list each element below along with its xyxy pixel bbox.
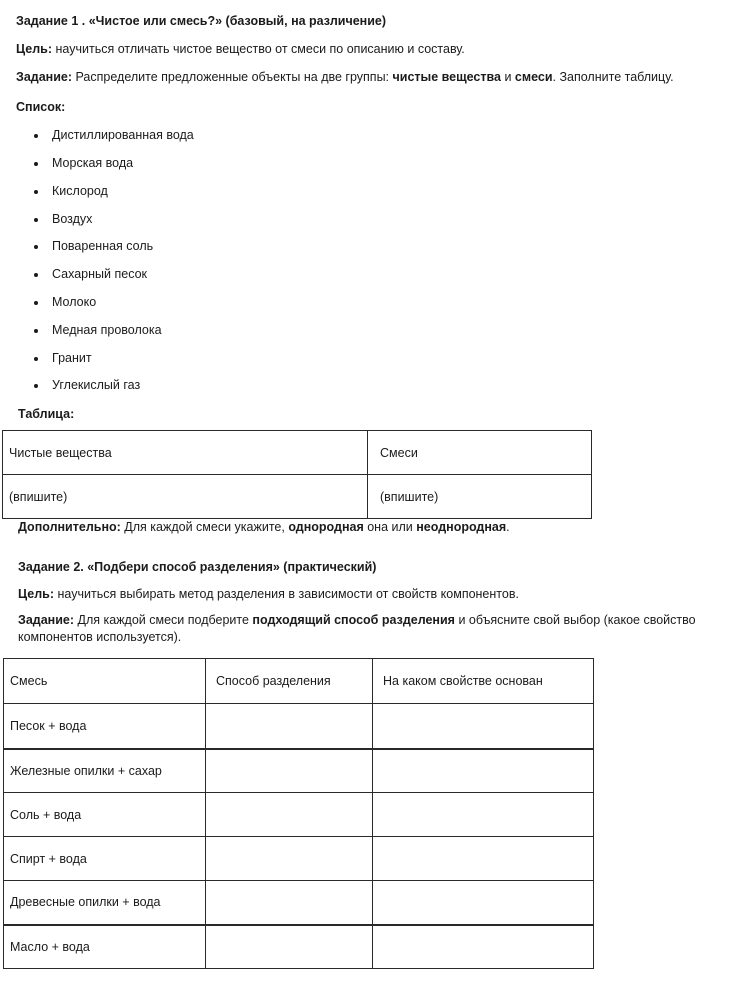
list-item-text: Сахарный песок bbox=[52, 267, 148, 281]
task1-instruction bbox=[16, 70, 674, 84]
list-item-text: Поваренная соль bbox=[52, 239, 154, 253]
table-cell-mixture: Соль + вода bbox=[4, 793, 206, 837]
task1-instruction-bold-pure: чистые вещества bbox=[392, 70, 501, 84]
table-input-cell[interactable] bbox=[373, 925, 594, 969]
task1-goal-label: Цель: bbox=[16, 42, 53, 56]
list-item-text: Морская вода bbox=[52, 156, 134, 170]
table-header-cell: Смесь bbox=[4, 659, 206, 704]
bullet-icon bbox=[34, 384, 38, 388]
task2-goal bbox=[18, 587, 519, 601]
table-input-cell[interactable] bbox=[373, 704, 594, 749]
bullet-icon bbox=[34, 357, 38, 361]
bullet-icon bbox=[34, 162, 38, 166]
bullet-icon bbox=[34, 134, 38, 138]
task1-extra-bold: неоднородная bbox=[416, 520, 507, 534]
list-item bbox=[52, 323, 162, 337]
table-cell-mixture: Железные опилки + сахар bbox=[4, 749, 206, 793]
task2-goal-label: Цель: bbox=[18, 587, 55, 601]
list-item-text: Гранит bbox=[52, 351, 92, 365]
list-item-text: Углекислый газ bbox=[52, 378, 141, 392]
table-row bbox=[4, 837, 594, 881]
table-header-cell: Чистые вещества bbox=[3, 431, 368, 475]
list-item-text: Медная проволока bbox=[52, 323, 162, 337]
task1-goal-text: научиться отличать чистое вещество от смеси по описанию и составу. bbox=[52, 42, 465, 56]
table-input-cell[interactable] bbox=[373, 881, 594, 925]
task2-table bbox=[3, 658, 594, 969]
task2-instruction-line bbox=[18, 630, 718, 644]
task1-table-label: Таблица: bbox=[18, 407, 75, 421]
table-input-cell[interactable]: (впишите) bbox=[368, 475, 592, 519]
task1-list-label: Список: bbox=[16, 100, 66, 114]
task2-instruction-bold: подходящий способ разделения bbox=[252, 613, 455, 627]
table-row bbox=[3, 475, 592, 519]
table-header-cell: Смеси bbox=[368, 431, 592, 475]
list-item bbox=[52, 212, 92, 226]
task1-instruction-text: и bbox=[500, 70, 515, 84]
task2-instruction-text: компонентов используется). bbox=[18, 630, 182, 644]
table-cell-mixture: Масло + вода bbox=[4, 925, 206, 969]
list-item-text: Дистиллированная вода bbox=[52, 128, 194, 142]
list-item bbox=[52, 351, 92, 365]
task1-instruction-label: Задание: bbox=[16, 70, 73, 84]
list-item bbox=[52, 239, 153, 253]
table-header-row bbox=[4, 659, 594, 704]
task1-table bbox=[2, 430, 592, 519]
bullet-icon bbox=[34, 245, 38, 249]
table-cell-mixture: Древесные опилки + вода bbox=[4, 881, 206, 925]
task2-instruction-line bbox=[18, 613, 718, 627]
bullet-icon bbox=[34, 301, 38, 305]
list-item-text: Кислород bbox=[52, 184, 108, 198]
table-input-cell[interactable] bbox=[206, 704, 373, 749]
table-input-cell[interactable] bbox=[206, 837, 373, 881]
bullet-icon bbox=[34, 190, 38, 194]
task1-instruction-bold-mix: смеси bbox=[514, 70, 553, 84]
table-row bbox=[4, 793, 594, 837]
table-input-cell[interactable] bbox=[206, 749, 373, 793]
task1-instruction-text: . Заполните таблицу. bbox=[552, 70, 674, 84]
table-input-cell[interactable] bbox=[206, 925, 373, 969]
task2-goal-text: научиться выбирать метод разделения в зависимости от свойств компонентов. bbox=[54, 587, 519, 601]
list-item-text: Воздух bbox=[52, 212, 93, 226]
bullet-icon bbox=[34, 273, 38, 277]
table-row bbox=[4, 749, 594, 793]
table-header-cell: На каком свойстве основан bbox=[373, 659, 594, 704]
task1-title: Задание 1 . «Чистое или смесь?» (базовый, на различение) bbox=[16, 14, 387, 28]
table-input-cell[interactable] bbox=[373, 837, 594, 881]
table-cell-mixture: Спирт + вода bbox=[4, 837, 206, 881]
task1-instruction-text: Распределите предложенные объекты на две группы: bbox=[72, 70, 393, 84]
task1-goal bbox=[16, 42, 465, 56]
list-item bbox=[52, 378, 140, 392]
list-item bbox=[52, 128, 194, 142]
table-input-cell[interactable] bbox=[373, 749, 594, 793]
table-row bbox=[4, 704, 594, 749]
table-input-cell[interactable] bbox=[373, 793, 594, 837]
task1-extra-bold: однородная bbox=[288, 520, 364, 534]
table-cell-mixture: Песок + вода bbox=[4, 704, 206, 749]
task1-extra-text: Для каждой смеси укажите, bbox=[120, 520, 289, 534]
list-item bbox=[52, 295, 96, 309]
table-input-cell[interactable] bbox=[206, 881, 373, 925]
task2-title: Задание 2. «Подбери способ разделения» (практический) bbox=[18, 560, 377, 574]
table-row bbox=[4, 925, 594, 969]
table-header-row bbox=[3, 431, 592, 475]
list-item bbox=[52, 184, 108, 198]
task1-extra-text: она или bbox=[363, 520, 417, 534]
table-header-cell: Способ разделения bbox=[206, 659, 373, 704]
task1-extra-label: Дополнительно: bbox=[18, 520, 121, 534]
table-input-cell[interactable]: (впишите) bbox=[3, 475, 368, 519]
task2-instruction-text: и объясните свой выбор (какое свойство bbox=[454, 613, 696, 627]
task2-instruction bbox=[18, 613, 718, 644]
task1-extra bbox=[18, 520, 510, 534]
bullet-icon bbox=[34, 218, 38, 222]
task2-instruction-text: Для каждой смеси подберите bbox=[74, 613, 253, 627]
table-input-cell[interactable] bbox=[206, 793, 373, 837]
list-item-text: Молоко bbox=[52, 295, 97, 309]
table-row bbox=[4, 881, 594, 925]
list-item bbox=[52, 156, 133, 170]
bullet-icon bbox=[34, 329, 38, 333]
list-item bbox=[52, 267, 147, 281]
task2-instruction-label: Задание: bbox=[18, 613, 75, 627]
task1-extra-text: . bbox=[506, 520, 510, 534]
